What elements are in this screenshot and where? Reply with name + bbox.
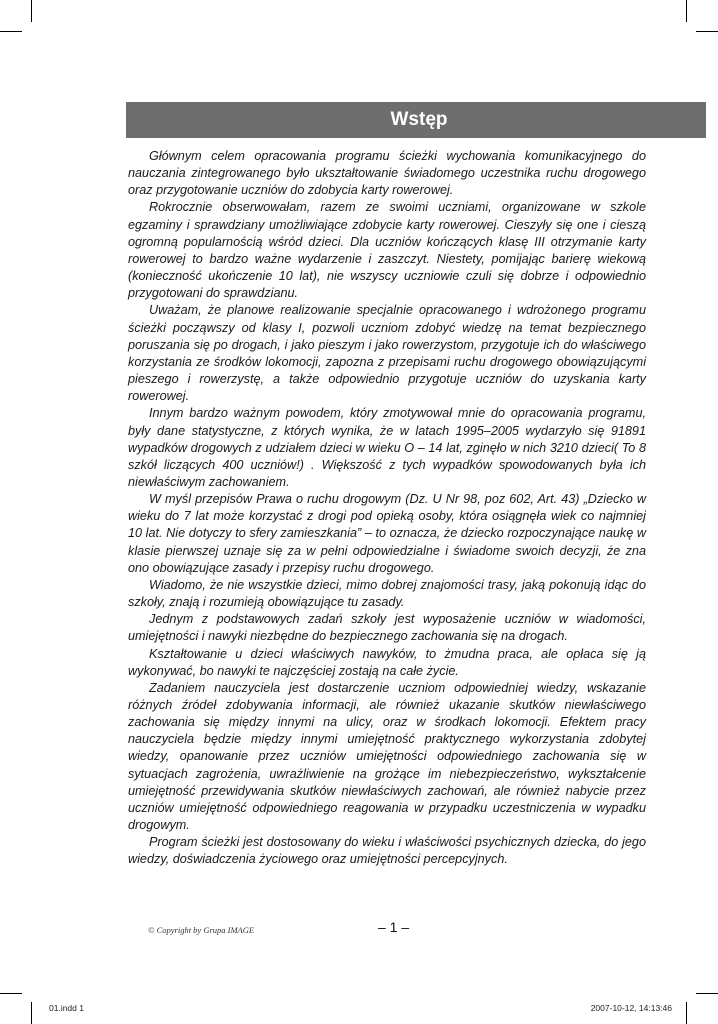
- crop-mark: [0, 993, 22, 994]
- paragraph: Jednym z podstawowych zadań szkoły jest wyposażenie uczniów w wiadomości, umiejętności i nawyki niezbędne do bezpiecznego zachowania się na drogach.: [128, 612, 646, 644]
- section-title-bar: [126, 102, 706, 138]
- crop-mark: [31, 1002, 32, 1024]
- page-number: – 1 –: [378, 919, 410, 935]
- body-text: [128, 148, 646, 869]
- paragraph: Głównym celem opracowania programu ścieżki wychowania komunikacyjnego do nauczania zintegrowanego było ukształtowanie świadomego uczestnika ruchu drogowego oraz przygotowanie uczniów do zdobycia karty rowerowej.: [128, 149, 646, 198]
- crop-mark: [0, 31, 22, 32]
- paragraph: Zadaniem nauczyciela jest dostarczenie uczniom odpowiedniej wiedzy, wskazanie różnych źródeł zdobywania informacji, ale również ukazanie skutków niewłaściwego zachowania się między innymi na ulicy, oraz w środkach lokomocji. Efektem pracy nauczyciela będzie między innymi umiejętność praktycznego wykorzystania zdobytej wiedzy, opanowanie przez uczniów umiejętności odpowiedniego zachowania się w sytuacjach zagrożenia, uwrażliwienie na grożące im niebezpieczeństwo, wykształcenie umiejętność przewidywania skutków niewłaściwych zachowań, ale również nabycie przez uczniów umiejętność odpowiedniego reagowania w przypadku uczestniczenia w wypadku drogowym.: [128, 680, 646, 833]
- crop-mark: [31, 0, 32, 22]
- crop-mark: [686, 1002, 687, 1024]
- paragraph: Kształtowanie u dzieci właściwych nawyków, to żmudna praca, ale opłaca się ją wykonywać, bo nawyki te najczęściej zostają na całe życie.: [128, 646, 646, 678]
- crop-mark: [696, 31, 718, 32]
- crop-mark: [696, 993, 718, 994]
- slug-timestamp: 2007-10-12, 14:13:46: [590, 1003, 672, 1013]
- paragraph: Innym bardzo ważnym powodem, który zmotywował mnie do opracowania programu, były dane statystyczne, z których wynika, że w latach 1995–2005 wydarzyło się 91891 wypadków drogowych z udziałem dzieci w wieku O – 14 lat, zginęło w nich 3210 dzieci( To 8 szkół liczących 400 uczniów!) . Większość z tych wypadków spowodowanych była ich niewłaściwym zachowaniem.: [128, 406, 646, 489]
- copyright-notice: © Copyright by Grupa IMAGE: [148, 925, 255, 935]
- page-title: Wstęp: [390, 109, 448, 130]
- slug-filename: 01.indd 1: [49, 1003, 84, 1013]
- paragraph: Uważam, że planowe realizowanie specjalnie opracowanego i wdrożonego programu ścieżki począwszy od klasy I, pozwoli uczniom zdobyć wiedzę na temat bezpiecznego poruszania się po drogach, i jako pieszym i jako rowerzystom, przygotuje ich do właściwego korzystania ze środków lokomocji, zapozna z przepisami ruchu drogowego obowiązującymi pieszego i rowerzystę, a także odpowiednio przygotuje uczniów do uzyskania karty rowerowej.: [128, 303, 646, 404]
- paragraph: W myśl przepisów Prawa o ruchu drogowym (Dz. U Nr 98, poz 602, Art. 43) „Dziecko w wieku do 7 lat może korzystać z drogi pod opieką osoby, która osiągnęła wiek co najmniej 10 lat. Nie dotyczy to sfery zamieszkania” – to oznacza, że dziecko rozpoczynające naukę w klasie pierwszej uznaje się za w pełni odpowiedzialne i świadome swoich decyzji, że zna ono obowiązujące zasady i przepisy ruchu drogowego.: [128, 492, 646, 575]
- paragraph: Rokrocznie obserwowałam, razem ze swoimi uczniami, organizowane w szkole egzaminy i sprawdziany umożliwiające zdobycie karty rowerowej. Cieszyły się one i cieszą ogromną popularnością wśród dzieci. Dla uczniów kończących klasę III otrzymanie karty rowerowej to bardzo ważne wydarzenie i zaszczyt. Niestety, pomijając barierę wiekową (konieczność ukończenie 10 lat), nie wszyscy uczniowie czuli się dobrze i odpowiednio przygotowani do sprawdzianu.: [128, 200, 646, 301]
- crop-mark: [686, 0, 687, 22]
- paragraph: Program ścieżki jest dostosowany do wieku i właściwości psychicznych dziecka, do jego wiedzy, doświadczenia życiowego oraz umiejętności percepcyjnych.: [128, 835, 646, 867]
- paragraph: Wiadomo, że nie wszystkie dzieci, mimo dobrej znajomości trasy, jaką pokonują idąc do szkoły, znają i rozumieją obowiązujące tu zasady.: [128, 577, 646, 610]
